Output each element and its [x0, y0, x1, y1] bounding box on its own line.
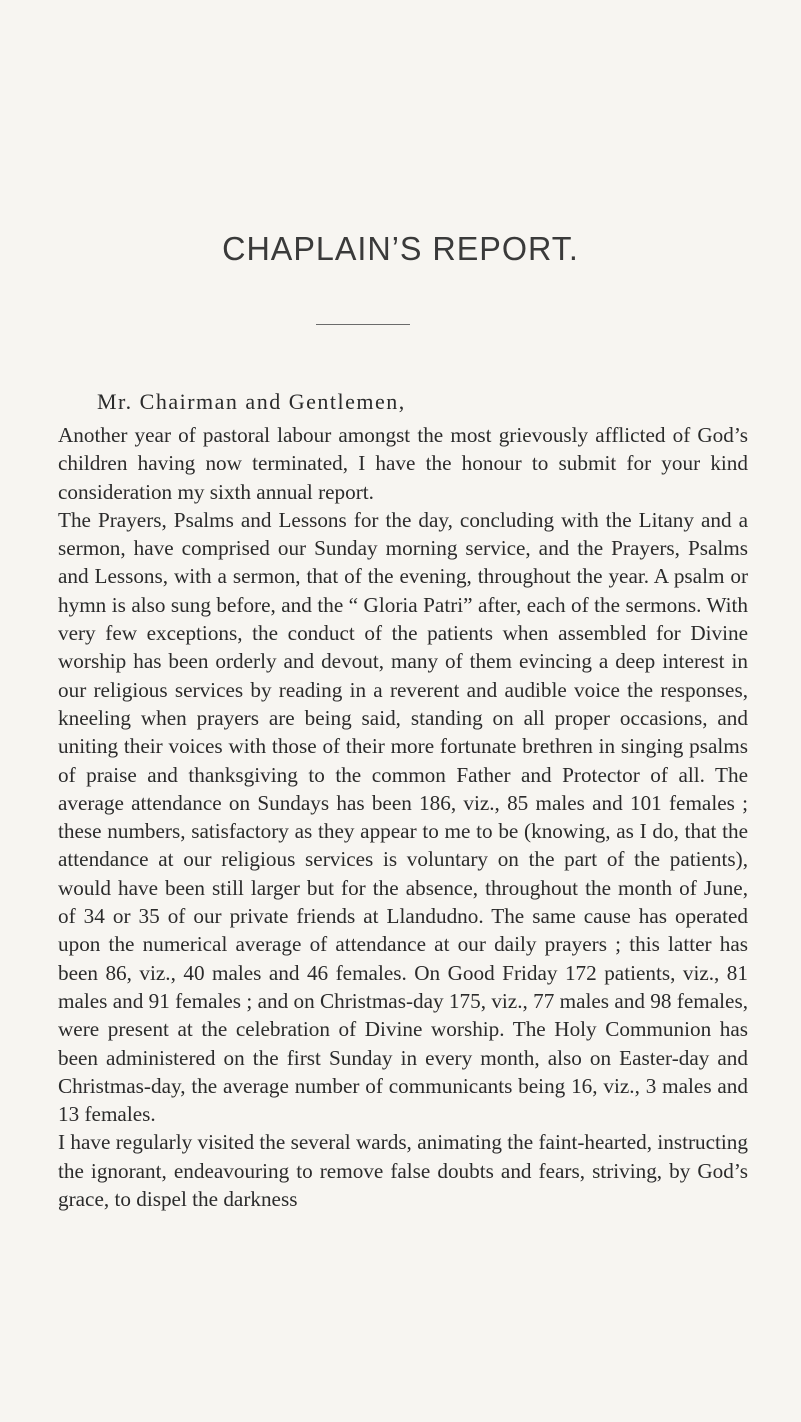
title-divider: [316, 324, 410, 325]
paragraph: The Prayers, Psalms and Lessons for the day, concluding with the Litany and a sermon, have comprised our Sunday morning service, and the Prayers, Psalms and Lessons, with a sermon, that of the evening, throughout the year. A psalm or hymn is also sung before, and the “ Gloria Patri” after, each of the sermons. With very few exceptions, the conduct of the patients when assembled for Divine worship has been orderly and devout, many of them evincing a deep interest in our religious services by reading in a reverent and audible voice the responses, kneeling when prayers are being said, standing on all proper occasions, and uniting their voices with those of their more fortunate brethren in singing psalms of praise and thanksgiving to the common Father and Protector of all. The average attendance on Sundays has been 186, viz., 85 males and 101 females ; these numbers, satisfactory as they appear to me to be (knowing, as I do, that the attendance at our religious services is voluntary on the part of the patients), would have been still larger but for the absence, throughout the month of June, of 34 or 35 of our private friends at Llandudno. The same cause has operated upon the numerical average of attendance at our daily prayers ; this latter has been 86, viz., 40 males and 46 females. On Good Friday 172 patients, viz., 81 males and 91 females ; and on Christmas-day 175, viz., 77 males and 98 females, were present at the celebration of Divine worship. The Holy Communion has been administered on the first Sunday in every month, also on Easter-day and Christmas-day, the average number of communicants being 16, viz., 3 males and 13 females.: [58, 507, 748, 1127]
report-body: [58, 421, 748, 1213]
salutation: Mr. Chairman and Gentlemen,: [97, 389, 406, 414]
paragraph: I have regularly visited the several wards, animating the faint-hearted, instructing the ignorant, endeavouring to remove false doubts and fears, striving, by God’s grace, to dispel the darkness: [58, 1130, 748, 1212]
paragraph: Another year of pastoral labour amongst the most grievously afflicted of God’s children having now terminated, I have the honour to submit for your kind consideration my sixth annual report.: [58, 423, 748, 504]
page-title: CHAPLAIN’S REPORT.: [222, 230, 579, 267]
